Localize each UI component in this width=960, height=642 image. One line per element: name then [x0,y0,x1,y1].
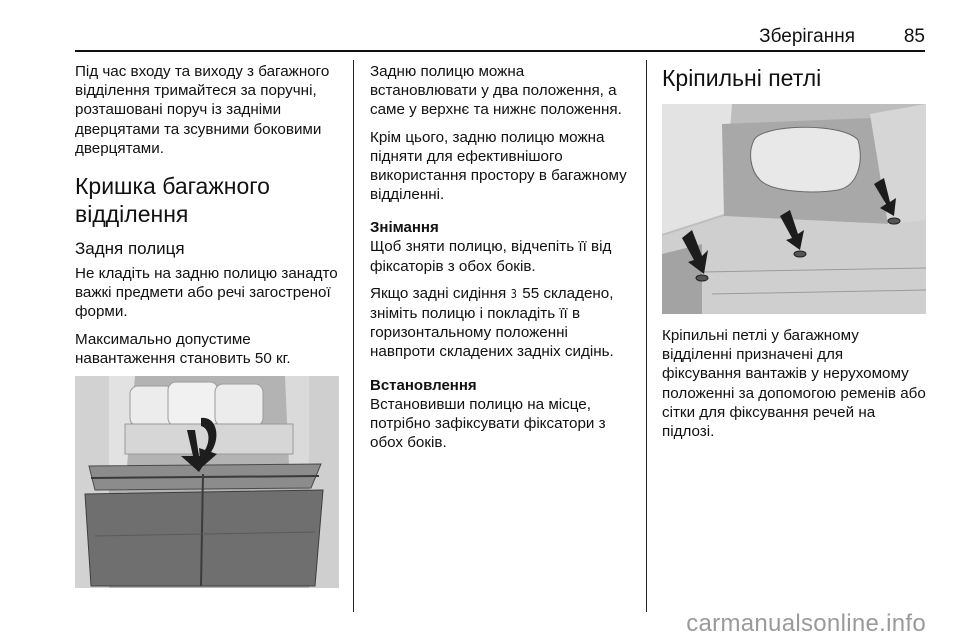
section-heading-lashing-eyes: Кріпильні петлі [662,65,822,91]
page-number: 85 [903,26,925,47]
lashing-eyes-illustration [662,104,926,314]
removal-text-end: 55 складено, зніміть полицю і покладіть її в горизонтальному положенні навпроти складених задніх сидінь. [370,284,614,361]
watermark: carmanualsonline.info [686,610,926,637]
column-1 [75,62,343,588]
installation-paragraph: Встановивши полицю на місце, потрібно зафіксувати фіксатори з обох боків. [370,395,606,452]
folded-seats-paragraph [370,284,634,362]
subheading-rear-shelf: Задня полиця [75,239,185,259]
subheading-installation: Встановлення [370,376,477,394]
rear-shelf-illustration [75,376,339,588]
column-divider-right [646,60,647,612]
column-divider-left [353,60,354,612]
shelf-warning-paragraph: Не кладіть на задню полицю занадто важкі предмети або речі загостреної форми. [75,265,338,321]
removal-text-start: Якщо задні сидіння [370,284,511,302]
positions-paragraph: Задню полицю можна встановлювати у два положення, а саме у верхнє та нижнє положення. [370,63,622,119]
max-load-paragraph: Максимально допустиме навантаження становить 50 кг. [75,330,291,367]
page-reference-arrow-icon: 3 [511,286,518,301]
subheading-removal: Знімання [370,219,439,237]
section-heading-cover: Кришка багажного відділення [75,173,270,228]
removal-paragraph: Щоб зняти полицю, відчепіть її від фіксаторів з обох боків. [370,238,612,275]
column-2 [370,62,634,460]
section-title: Зберігання [759,26,855,47]
raise-shelf-paragraph: Крім цього, задню полицю можна підняти для ефективнішого використання простору в багажному відділенні. [370,128,627,204]
intro-paragraph: Під час входу та виходу з багажного відділення тримайтеся за поручні, розташовані поруч із задніми дверцятами та зсувними боковими дверцятами. [75,63,330,157]
lashing-eyes-caption: Кріпильні петлі у багажному відділенні призначені для фіксування вантажів у нерухомому положенні за допомогою ременів або сітки для фіксування речей на підлозі. [662,327,926,441]
column-3 [662,62,926,449]
header-rule [75,50,925,52]
page-header [75,22,925,52]
